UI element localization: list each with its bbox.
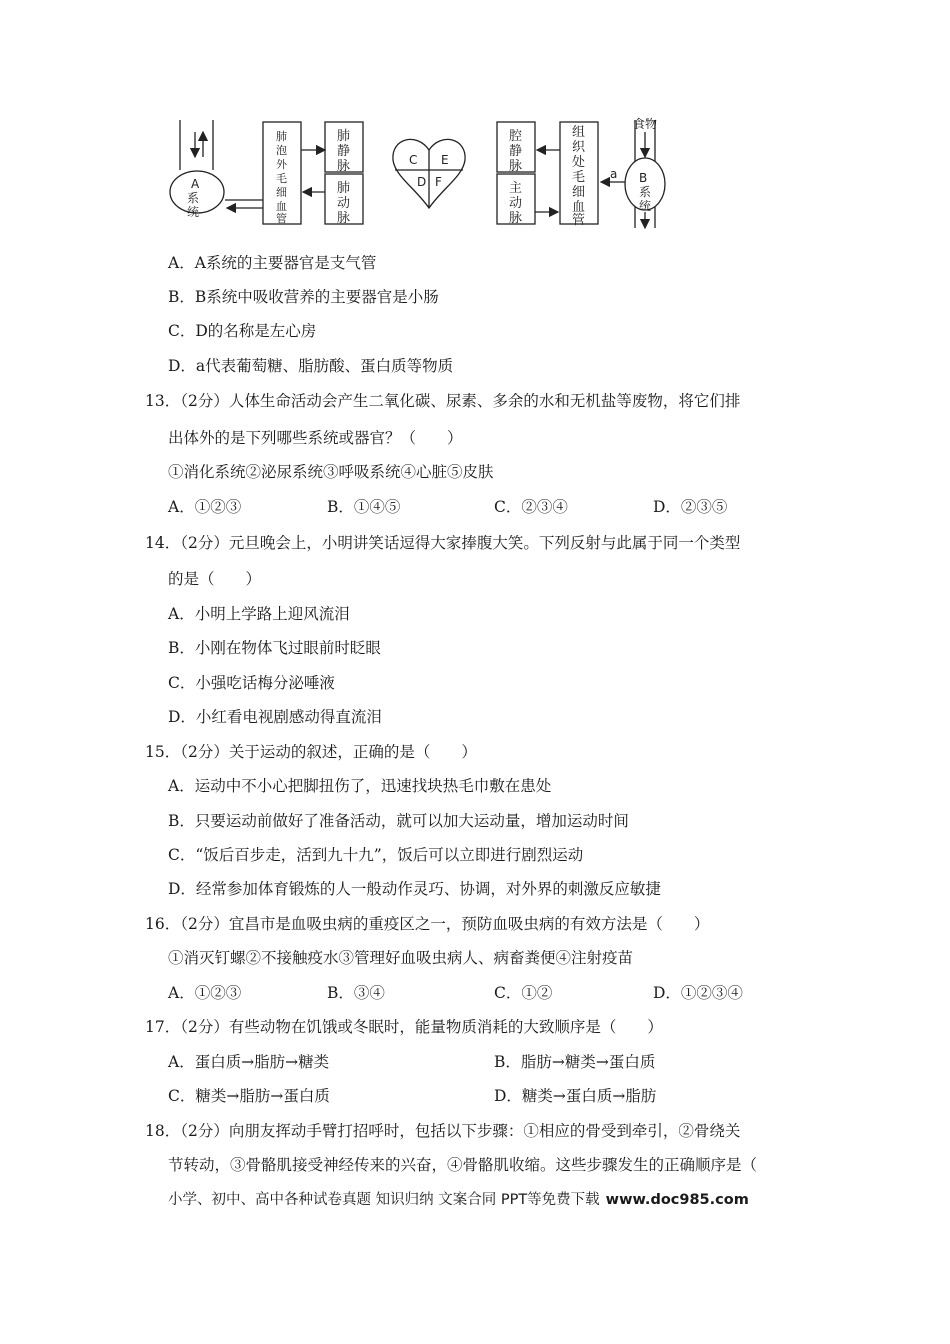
system-a-label-3: 统	[187, 205, 200, 219]
svg-text:织: 织	[572, 140, 586, 155]
svg-text:B: B	[639, 171, 648, 185]
q13-stem-line1: 13．（2分）人体生命活动会产生二氧化碳、尿素、多余的水和无机盐等废物，将它们排	[145, 392, 741, 410]
q13-option-a: A．①②③	[168, 498, 242, 516]
q15-option-a: A．运动中不小心把脚扭伤了，迅速找块热毛巾敷在患处	[168, 777, 552, 795]
svg-text:管: 管	[276, 212, 287, 225]
q16-items: ①消灭钉螺②不接触疫水③管理好血吸虫病人、病畜粪便④注射疫苗	[168, 949, 634, 967]
svg-text:肺: 肺	[276, 130, 287, 143]
svg-text:腔: 腔	[509, 129, 523, 144]
svg-text:系: 系	[639, 185, 652, 199]
q14-option-a: A．小明上学路上迎风流泪	[168, 605, 350, 623]
vena-cava-label	[509, 129, 522, 174]
heart-e: E	[441, 153, 449, 167]
tissue-capillary-label	[572, 125, 586, 228]
q14-option-c: C．小强吃话梅分泌唾液	[168, 674, 335, 692]
svg-text:静: 静	[337, 144, 351, 159]
svg-text:细: 细	[572, 185, 586, 200]
svg-text:动: 动	[509, 196, 523, 211]
q12-option-c: C．D的名称是左心房	[168, 322, 317, 340]
svg-text:毛: 毛	[572, 170, 586, 185]
q13-stem-line2: 出体外的是下列哪些系统或器官？（ ）	[168, 429, 463, 447]
q18-stem-line1: 18．（2分）向朋友挥动手臂打招呼时，包括以下步骤：①相应的骨受到牵引，②骨绕关	[145, 1122, 741, 1140]
svg-text:脉: 脉	[509, 211, 523, 226]
svg-text:统: 统	[639, 199, 652, 213]
svg-text:血: 血	[572, 200, 586, 215]
svg-text:主: 主	[509, 181, 523, 196]
q15-option-c: C．“饭后百步走，活到九十九”，饭后可以立即进行剧烈运动	[168, 846, 584, 864]
q16-option-b: B．③④	[327, 984, 385, 1002]
pulmonary-vein-label	[337, 128, 350, 174]
q13-option-b: B．①④⑤	[327, 498, 401, 516]
q12-option-d: D．a代表葡萄糖、脂肪酸、蛋白质等物质	[168, 357, 454, 375]
pulmonary-artery-label	[337, 180, 350, 226]
q14-option-d: D．小红看电视剧感动得直流泪	[168, 708, 382, 726]
svg-text:脉: 脉	[337, 211, 351, 226]
q17-option-d: D．糖类→蛋白质→脂肪	[494, 1087, 657, 1105]
q13-items: ①消化系统②泌尿系统③呼吸系统④心脏⑤皮肤	[168, 463, 494, 481]
q16-option-a: A．①②③	[168, 984, 242, 1002]
circulation-diagram	[165, 112, 705, 232]
svg-text:处: 处	[572, 155, 586, 170]
q15-option-d: D．经常参加体育锻炼的人一般动作灵巧、协调，对外界的刺激反应敏捷	[168, 880, 661, 898]
q17-option-a: A．蛋白质→脂肪→糖类	[168, 1053, 330, 1071]
svg-text:毛: 毛	[276, 172, 287, 185]
q16-options	[0, 983, 950, 1003]
aorta-label	[509, 181, 522, 226]
q14-stem-line1: 14．（2分）元旦晚会上，小明讲笑话逗得大家捧腹大笑。下列反射与此属于同一个类型	[145, 534, 741, 552]
q16-option-d: D．①②③④	[653, 984, 743, 1002]
q15-stem: 15．（2分）关于运动的叙述，正确的是（ ）	[145, 743, 477, 761]
svg-text:细: 细	[276, 186, 287, 199]
q14-stem-line2: 的是（ ）	[168, 570, 262, 588]
heart-c: C	[409, 153, 418, 167]
system-a-label-2: 系	[187, 191, 200, 205]
q17-option-c: C．糖类→脂肪→蛋白质	[168, 1087, 330, 1105]
svg-text:管: 管	[572, 213, 586, 228]
q15-option-b: B．只要运动前做好了准备活动，就可以加大运动量，增加运动时间	[168, 812, 629, 830]
q14-option-b: B．小刚在物体飞过眼前时眨眼	[168, 639, 381, 657]
q12-option-b: B．B系统中吸收营养的主要器官是小肠	[168, 288, 439, 306]
q17-stem: 17．（2分）有些动物在饥饿或冬眠时，能量物质消耗的大致顺序是（ ）	[145, 1018, 663, 1036]
svg-text:组: 组	[572, 125, 586, 140]
arrow-a-label: a	[610, 167, 618, 181]
system-a-label-1: A	[191, 177, 200, 191]
q17-options-row2	[0, 1086, 950, 1106]
q13-option-d: D．②③⑤	[653, 498, 728, 516]
svg-text:动: 动	[337, 196, 351, 211]
svg-text:脉: 脉	[509, 159, 523, 174]
svg-text:肺: 肺	[337, 129, 351, 144]
food-label: 食物	[633, 117, 658, 131]
svg-text:泡: 泡	[276, 144, 287, 157]
svg-text:静: 静	[509, 144, 523, 159]
footer-site-link[interactable]: www.doc985.com	[605, 1192, 749, 1208]
svg-text:外: 外	[276, 158, 287, 171]
svg-text:血: 血	[276, 200, 287, 213]
q18-stem-line2: 节转动，③骨骼肌接受神经传来的兴奋，④骨骼肌收缩。这些步骤发生的正确顺序是（	[168, 1156, 758, 1174]
q12-option-a: A．A系统的主要器官是支气管	[168, 254, 377, 272]
q17-option-b: B．脂肪→糖类→蛋白质	[494, 1053, 656, 1071]
heart-d: D	[417, 175, 427, 189]
heart-f: F	[435, 175, 442, 189]
q13-options	[0, 497, 950, 517]
q16-stem: 16．（2分）宜昌市是血吸虫病的重疫区之一，预防血吸虫病的有效方法是（ ）	[145, 915, 710, 933]
footer-text: 小学、初中、高中各种试卷真题 知识归纳 文案合同 PPT等免费下载	[168, 1192, 600, 1208]
alveoli-capillary-label	[276, 129, 288, 225]
q16-option-c: C．①②	[494, 984, 553, 1002]
heart-shape	[393, 139, 465, 208]
q17-options-row1	[0, 1052, 950, 1072]
page-footer	[168, 1188, 749, 1209]
svg-text:脉: 脉	[337, 159, 351, 174]
q13-option-c: C．②③④	[494, 498, 568, 516]
svg-text:肺: 肺	[337, 181, 351, 196]
